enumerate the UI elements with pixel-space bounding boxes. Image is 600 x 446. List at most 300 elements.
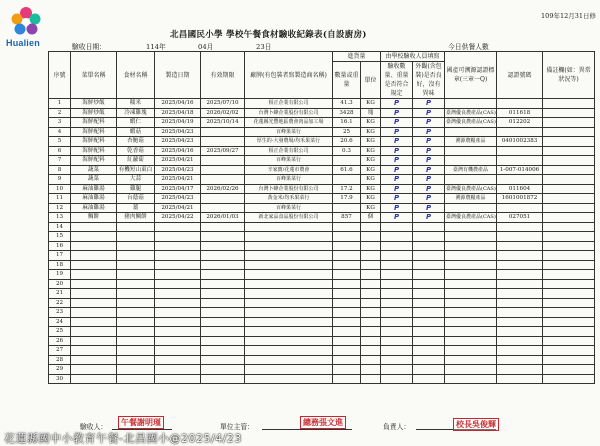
ingredient-cell — [117, 260, 155, 270]
unit-cell: KG — [361, 99, 381, 109]
exp-date-cell: 2026/01/03 — [201, 213, 245, 223]
cert-cell — [445, 346, 497, 356]
unit-cell — [361, 298, 381, 308]
header-unit: 單位 — [361, 62, 381, 99]
exp-date-cell: 2025/10/14 — [201, 118, 245, 128]
table-row — [49, 146, 595, 156]
menu-cell: 海鮮配料 — [71, 137, 117, 147]
seq-cell: 23 — [49, 308, 71, 318]
menu-cell — [71, 317, 117, 327]
mfg-date-cell: 2025/04/21 — [155, 203, 201, 213]
ingredient-cell: 糯米 — [117, 99, 155, 109]
table-row — [49, 137, 595, 147]
header-row — [49, 52, 595, 62]
qty-cell — [333, 317, 361, 327]
appearance-check-cell — [413, 374, 445, 384]
remark-cell — [543, 137, 595, 147]
vendor-cell: 辛家寶/花蓮市農會 — [245, 165, 333, 175]
vendor-cell — [245, 289, 333, 299]
seq-cell: 28 — [49, 355, 71, 365]
remark-cell — [543, 203, 595, 213]
unit-cell — [361, 317, 381, 327]
ingredient-cell — [117, 374, 155, 384]
ingredient-cell: 薑 — [117, 203, 155, 213]
vendor-cell: 相正企業有限公司 — [245, 146, 333, 156]
exp-date-cell — [201, 298, 245, 308]
ingredient-cell — [117, 232, 155, 242]
ingredient-cell — [117, 317, 155, 327]
cert-cell — [445, 156, 497, 166]
seq-cell: 3 — [49, 118, 71, 128]
qty-cell — [333, 156, 361, 166]
header-exp-date: 有效期限 — [201, 52, 245, 99]
cert-no-cell — [497, 251, 543, 261]
table-row — [49, 213, 595, 223]
menu-cell — [71, 260, 117, 270]
header-ingredient: 食材名稱 — [117, 52, 155, 99]
qty-cell — [333, 251, 361, 261]
cert-cell — [445, 203, 497, 213]
mfg-date-cell — [155, 222, 201, 232]
qty-check-cell: P — [381, 99, 413, 109]
unit-cell: KG — [361, 165, 381, 175]
unit-cell: KG — [361, 137, 381, 147]
menu-cell: 麻油雞湯 — [71, 194, 117, 204]
unit-cell — [361, 241, 381, 251]
unit-head-sign-line — [262, 429, 352, 430]
exp-date-cell — [201, 203, 245, 213]
qty-check-cell — [381, 279, 413, 289]
cert-cell — [445, 146, 497, 156]
seq-cell: 17 — [49, 251, 71, 261]
unit-cell — [361, 251, 381, 261]
exp-date-cell — [201, 289, 245, 299]
inspection-year: 114年 — [146, 43, 166, 51]
qty-cell — [333, 308, 361, 318]
header-mfg-date: 製造日期 — [155, 52, 201, 99]
cert-no-cell — [497, 146, 543, 156]
seq-cell: 30 — [49, 374, 71, 384]
unit-cell — [361, 270, 381, 280]
qty-check-cell — [381, 336, 413, 346]
table-body — [49, 99, 595, 384]
ingredient-cell — [117, 346, 155, 356]
unit-cell — [361, 346, 381, 356]
exp-date-cell — [201, 365, 245, 375]
seq-cell: 5 — [49, 137, 71, 147]
mfg-date-cell: 2025/04/16 — [155, 146, 201, 156]
ingredient-cell — [117, 270, 155, 280]
vendor-cell — [245, 260, 333, 270]
qty-check-cell: P — [381, 175, 413, 185]
menu-cell — [71, 355, 117, 365]
mfg-date-cell: 2025/04/23 — [155, 137, 201, 147]
unit-cell — [361, 365, 381, 375]
ingredient-cell: 豬肉鯛餅 — [117, 213, 155, 223]
receiver-stamp: 午餐謝明瑾 — [118, 416, 164, 429]
seq-cell: 19 — [49, 270, 71, 280]
remark-cell — [543, 365, 595, 375]
cert-no-cell: 0401002383 — [497, 137, 543, 147]
table-row — [49, 279, 595, 289]
document-title: 北昌國民小學 學校午餐食材驗收紀錄表(自設廚房) — [170, 30, 367, 40]
table-row — [49, 336, 595, 346]
qty-cell: 0.3 — [333, 146, 361, 156]
header-qty: 數量或重量 — [333, 62, 361, 99]
appearance-check-cell — [413, 251, 445, 261]
table-row — [49, 308, 595, 318]
appearance-check-cell — [413, 308, 445, 318]
cert-no-cell — [497, 289, 543, 299]
qty-check-cell: P — [381, 165, 413, 175]
principal-label: 負責人： — [383, 423, 411, 431]
ingredient-cell: 乾香菇 — [117, 146, 155, 156]
remark-cell — [543, 118, 595, 128]
appearance-check-cell: P — [413, 156, 445, 166]
vendor-cell — [245, 365, 333, 375]
appearance-check-cell — [413, 327, 445, 337]
cert-cell: 溯源農糧產品 — [445, 194, 497, 204]
exp-date-cell — [201, 308, 245, 318]
logo-text: Hualien — [6, 38, 40, 48]
seq-cell: 21 — [49, 289, 71, 299]
menu-cell: 海鮮配料 — [71, 127, 117, 137]
header-cert-no: 認證號碼 — [497, 52, 543, 99]
vendor-cell — [245, 308, 333, 318]
remark-cell — [543, 317, 595, 327]
cert-no-cell — [497, 203, 543, 213]
cert-cell — [445, 99, 497, 109]
appearance-check-cell — [413, 279, 445, 289]
qty-cell — [333, 289, 361, 299]
exp-date-cell — [201, 317, 245, 327]
vendor-cell: 百峰果菜行 — [245, 127, 333, 137]
menu-cell — [71, 222, 117, 232]
header-vendor: 廠牌(有包裝者寫製造商名稱) — [245, 52, 333, 99]
header-seq: 序號 — [49, 52, 71, 99]
qty-check-cell: P — [381, 118, 413, 128]
remark-cell — [543, 279, 595, 289]
qty-cell — [333, 298, 361, 308]
vendor-cell: 厚生的-大發農場/均禾果菜行 — [245, 137, 333, 147]
table-row — [49, 156, 595, 166]
unit-head-label: 單位主管： — [220, 423, 254, 431]
cert-no-cell — [497, 308, 543, 318]
vendor-cell — [245, 232, 333, 242]
vendor-cell: 花蓮縣光豐地區農會肉品加工場 — [245, 118, 333, 128]
table-row — [49, 327, 595, 337]
vendor-cell: 黃金米/均禾果菜行 — [245, 194, 333, 204]
table-row — [49, 232, 595, 242]
menu-cell — [71, 279, 117, 289]
exp-date-cell — [201, 241, 245, 251]
seq-cell: 8 — [49, 165, 71, 175]
vendor-cell — [245, 374, 333, 384]
header-check-appearance: 外觀(含包裝)是否良好，沒有異味 — [413, 62, 445, 99]
appearance-check-cell: P — [413, 146, 445, 156]
ingredient-cell: 大蒜 — [117, 175, 155, 185]
menu-cell — [71, 298, 117, 308]
mfg-date-cell — [155, 336, 201, 346]
appearance-check-cell — [413, 241, 445, 251]
unit-cell — [361, 222, 381, 232]
qty-check-cell — [381, 222, 413, 232]
qty-check-cell: P — [381, 156, 413, 166]
appearance-check-cell: P — [413, 175, 445, 185]
qty-cell — [333, 279, 361, 289]
menu-cell — [71, 308, 117, 318]
menu-cell — [71, 374, 117, 384]
cert-cell — [445, 270, 497, 280]
exp-date-cell — [201, 346, 245, 356]
exp-date-cell — [201, 232, 245, 242]
menu-cell: 海鮮炒飯 — [71, 99, 117, 109]
appearance-check-cell: P — [413, 127, 445, 137]
table-row — [49, 355, 595, 365]
exp-date-cell — [201, 156, 245, 166]
qty-cell: 16.1 — [333, 118, 361, 128]
qty-check-cell — [381, 327, 413, 337]
remark-cell — [543, 175, 595, 185]
qty-cell — [333, 241, 361, 251]
qty-cell — [333, 175, 361, 185]
unit-cell — [361, 289, 381, 299]
cert-no-cell — [497, 279, 543, 289]
remark-cell — [543, 232, 595, 242]
ingredient-cell: 杏鮑菇 — [117, 137, 155, 147]
seq-cell: 27 — [49, 346, 71, 356]
qty-check-cell — [381, 232, 413, 242]
table-row — [49, 270, 595, 280]
cert-cell — [445, 327, 497, 337]
ingredient-cell — [117, 289, 155, 299]
remark-cell — [543, 251, 595, 261]
exp-date-cell — [201, 374, 245, 384]
qty-check-cell — [381, 308, 413, 318]
cert-no-cell: 027051 — [497, 213, 543, 223]
menu-cell — [71, 241, 117, 251]
mfg-date-cell: 2025/04/22 — [155, 213, 201, 223]
mfg-date-cell — [155, 308, 201, 318]
cert-cell: 溯源農糧產品 — [445, 137, 497, 147]
cert-cell — [445, 355, 497, 365]
qty-cell — [333, 336, 361, 346]
appearance-check-cell — [413, 222, 445, 232]
appearance-check-cell — [413, 260, 445, 270]
remark-cell — [543, 194, 595, 204]
exp-date-cell: 2025/07/10 — [201, 99, 245, 109]
cert-cell — [445, 232, 497, 242]
qty-cell — [333, 270, 361, 280]
unit-cell: KG — [361, 175, 381, 185]
qty-cell — [333, 346, 361, 356]
qty-cell: 3428 — [333, 108, 361, 118]
menu-cell — [71, 365, 117, 375]
seq-cell: 20 — [49, 279, 71, 289]
ingredient-cell — [117, 308, 155, 318]
mfg-date-cell — [155, 270, 201, 280]
ingredient-cell — [117, 355, 155, 365]
seq-cell: 25 — [49, 327, 71, 337]
qty-check-cell: P — [381, 137, 413, 147]
menu-cell — [71, 336, 117, 346]
seq-cell: 4 — [49, 127, 71, 137]
exp-date-cell — [201, 175, 245, 185]
qty-check-cell — [381, 365, 413, 375]
appearance-check-cell: P — [413, 184, 445, 194]
cert-cell: 臺灣優良農產品(CAS) — [446, 119, 496, 126]
ingredient-cell: 紅蘿蔔 — [117, 156, 155, 166]
vendor-cell: 台灣卜蜂企業股份有限公司 — [245, 108, 333, 118]
exp-date-cell — [201, 279, 245, 289]
qty-check-cell: P — [381, 146, 413, 156]
cert-no-cell — [497, 298, 543, 308]
remark-cell — [543, 270, 595, 280]
remark-cell — [543, 374, 595, 384]
remark-cell — [543, 308, 595, 318]
ingredient-cell: 有機短山東白 — [117, 165, 155, 175]
qty-check-cell — [381, 270, 413, 280]
ingredient-cell: 台蔭菇 — [117, 194, 155, 204]
qty-cell — [333, 203, 361, 213]
unit-cell: 個 — [361, 213, 381, 223]
qty-check-cell — [381, 251, 413, 261]
vendor-cell — [245, 317, 333, 327]
appearance-check-cell — [413, 289, 445, 299]
remark-cell — [543, 184, 595, 194]
table-row — [49, 298, 595, 308]
table-row — [49, 260, 595, 270]
cert-cell: 臺灣優良農產品(CAS) — [446, 109, 496, 116]
appearance-check-cell: P — [413, 165, 445, 175]
cert-no-cell — [497, 346, 543, 356]
menu-cell: 蔬菜 — [71, 175, 117, 185]
cert-no-cell — [497, 222, 543, 232]
mfg-date-cell — [155, 374, 201, 384]
receiver-label: 驗收人： — [80, 423, 108, 431]
menu-cell — [71, 289, 117, 299]
qty-cell: 41.3 — [333, 99, 361, 109]
table-row — [49, 108, 595, 118]
exp-date-cell — [201, 137, 245, 147]
menu-cell — [71, 251, 117, 261]
menu-cell: 海鮮配料 — [71, 146, 117, 156]
inspection-month: 04月 — [198, 43, 214, 51]
unit-cell — [361, 355, 381, 365]
exp-date-cell — [201, 260, 245, 270]
qty-cell — [333, 355, 361, 365]
mfg-date-cell — [155, 241, 201, 251]
remark-cell — [543, 289, 595, 299]
unit-cell — [361, 336, 381, 346]
seq-cell: 29 — [49, 365, 71, 375]
qty-check-cell — [381, 241, 413, 251]
seq-cell: 24 — [49, 317, 71, 327]
ingredient-cell: 蝦仁 — [117, 118, 155, 128]
mfg-date-cell — [155, 251, 201, 261]
qty-check-cell: P — [381, 194, 413, 204]
qty-cell — [333, 365, 361, 375]
vendor-cell — [245, 222, 333, 232]
cert-no-cell — [497, 241, 543, 251]
vendor-cell — [245, 355, 333, 365]
seq-cell: 9 — [49, 175, 71, 185]
qty-check-cell — [381, 355, 413, 365]
seq-cell: 2 — [49, 108, 71, 118]
revision-date: 109年12月31日修 — [541, 12, 596, 20]
appearance-check-cell — [413, 298, 445, 308]
qty-check-cell — [381, 346, 413, 356]
cert-no-cell — [497, 99, 543, 109]
cert-no-cell — [497, 365, 543, 375]
mfg-date-cell: 2025/04/23 — [155, 194, 201, 204]
unit-cell: KG — [361, 194, 381, 204]
mfg-date-cell — [155, 289, 201, 299]
menu-cell: 蔬菜 — [71, 165, 117, 175]
cert-cell — [445, 365, 497, 375]
exp-date-cell — [201, 355, 245, 365]
unit-cell: KG — [361, 156, 381, 166]
seq-cell: 18 — [49, 260, 71, 270]
mfg-date-cell: 2025/04/23 — [155, 127, 201, 137]
remark-cell — [543, 241, 595, 251]
table-row — [49, 99, 595, 109]
menu-cell: 麻油雞湯 — [71, 184, 117, 194]
cert-no-cell: 1-007-014006 — [497, 165, 543, 175]
cert-cell — [445, 336, 497, 346]
mfg-date-cell: 2025/04/23 — [155, 165, 201, 175]
ingredient-cell: 冷凍雞塊 — [117, 108, 155, 118]
table-row — [49, 317, 595, 327]
remark-cell — [543, 298, 595, 308]
cert-cell: 臺灣有機農產品 — [445, 165, 497, 175]
table-row — [49, 203, 595, 213]
appearance-check-cell: P — [413, 137, 445, 147]
cert-no-cell — [497, 175, 543, 185]
remark-cell — [543, 99, 595, 109]
exp-date-cell: 2026/02/26 — [201, 184, 245, 194]
cert-no-cell — [497, 260, 543, 270]
seq-cell: 7 — [49, 156, 71, 166]
headcount-label: 今日供餐人數 — [448, 43, 489, 51]
mfg-date-cell: 2025/04/19 — [155, 118, 201, 128]
appearance-check-cell — [413, 355, 445, 365]
cert-no-cell — [497, 336, 543, 346]
appearance-check-cell — [413, 346, 445, 356]
menu-cell: 鯛餅 — [71, 213, 117, 223]
qty-check-cell — [381, 374, 413, 384]
cert-cell — [445, 241, 497, 251]
mfg-date-cell: 2025/04/18 — [155, 108, 201, 118]
mfg-date-cell: 2025/04/21 — [155, 156, 201, 166]
appearance-check-cell — [413, 317, 445, 327]
unit-cell: KG — [361, 203, 381, 213]
cert-cell — [445, 298, 497, 308]
remark-cell — [543, 222, 595, 232]
mfg-date-cell — [155, 346, 201, 356]
cert-no-cell — [497, 270, 543, 280]
table-row — [49, 374, 595, 384]
header-inspect: 由學校驗收人員填寫 — [381, 52, 445, 62]
qty-cell — [333, 222, 361, 232]
table-row — [49, 241, 595, 251]
remark-cell — [543, 156, 595, 166]
unit-cell: 塊 — [361, 108, 381, 118]
qty-check-cell — [381, 298, 413, 308]
qty-cell: 17.2 — [333, 184, 361, 194]
ingredient-cell — [117, 241, 155, 251]
ingredient-cell: 蝦菇 — [117, 127, 155, 137]
